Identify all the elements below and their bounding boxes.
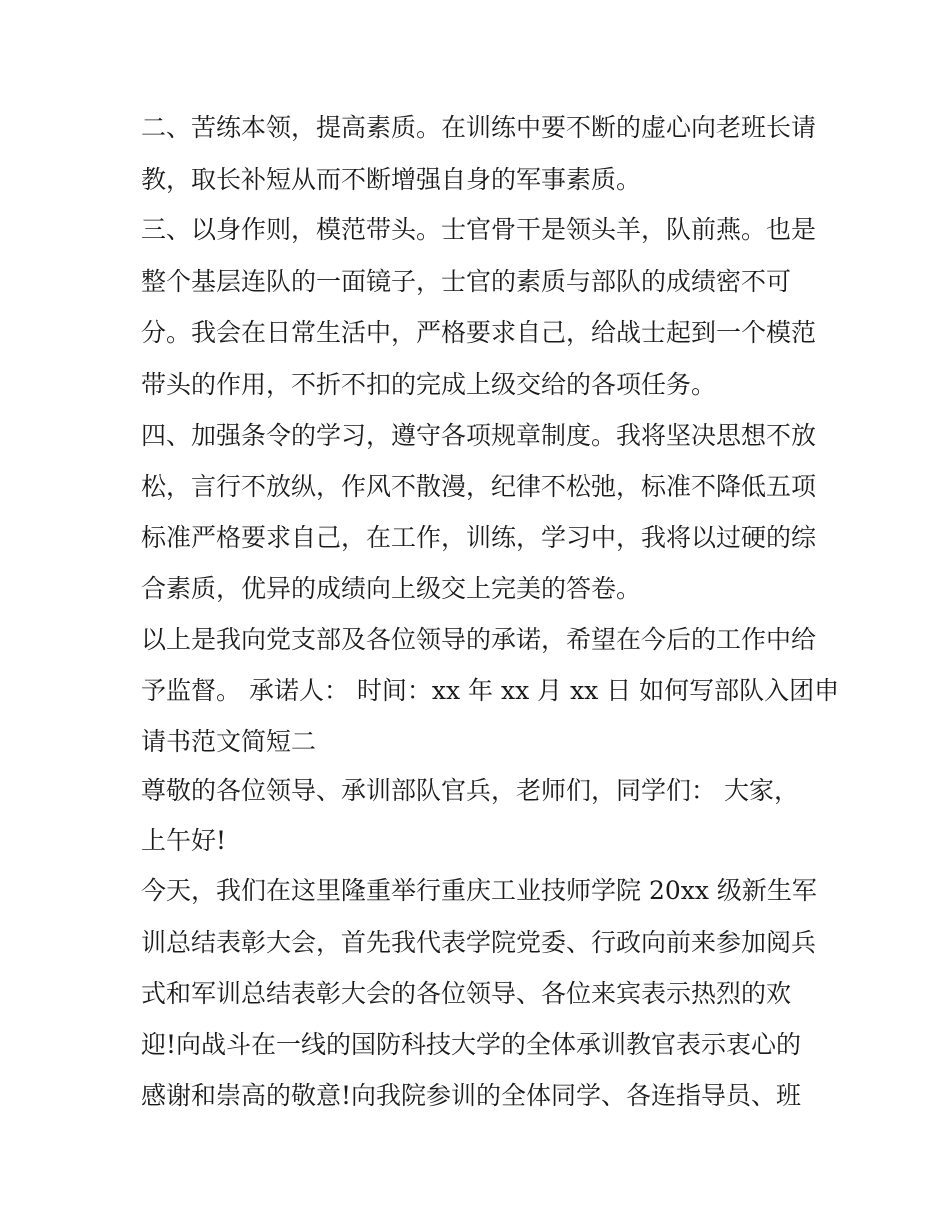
text-line: 尊敬的各位领导、承训部队官兵，老师们，同学们： 大家， [141,776,799,805]
text-line: 式和军训总结表彰大会的各位领导、各位来宾表示热烈的欢 [141,979,792,1008]
text-line: 三、以身作则，模范带头。士官骨干是领头羊，队前燕。也是 [141,215,817,244]
text-line: 今天，我们在这里隆重举行重庆工业技师学院 20xx 级新生军 [141,876,817,905]
text-line: 合素质，优异的成绩向上级交上完美的答卷。 [141,574,642,603]
text-line: 迎!向战斗在一线的国防科技大学的全体承训教官表示衷心的 [141,1030,802,1059]
text-line: 标准严格要求自己，在工作，训练，学习中，我将以过硬的综 [141,523,817,552]
text-line: 分。我会在日常生活中，严格要求自己，给战士起到一个模范 [141,318,817,347]
text-line: 以上是我向党支部及各位领导的承诺，希望在今后的工作中给 [141,625,817,654]
text-line: 松，言行不放纵，作风不散漫，纪律不松弛，标准不降低五项 [141,472,817,501]
text-line: 予监督。 承诺人： 时间：xx 年 xx 月 xx 日 如何写部队入团申 [141,676,840,705]
text-line: 感谢和崇高的敬意!向我院参训的全体同学、各连指导员、班 [141,1081,802,1110]
text-line: 请书范文简短二 [141,727,317,756]
text-line: 整个基层连队的一面镜子，士官的素质与部队的成绩密不可 [141,267,792,296]
text-line: 二、苦练本领，提高素质。在训练中要不断的虚心向老班长请 [141,113,817,142]
text-line: 教，取长补短从而不断增强自身的军事素质。 [141,165,642,194]
text-line: 四、加强条令的学习，遵守各项规章制度。我将坚决思想不放 [141,421,817,450]
text-line: 上午好! [141,826,227,855]
text-line: 训总结表彰大会，首先我代表学院党委、行政向前来参加阅兵 [141,928,817,957]
text-line: 带头的作用，不折不扣的完成上级交给的各项任务。 [141,370,717,399]
